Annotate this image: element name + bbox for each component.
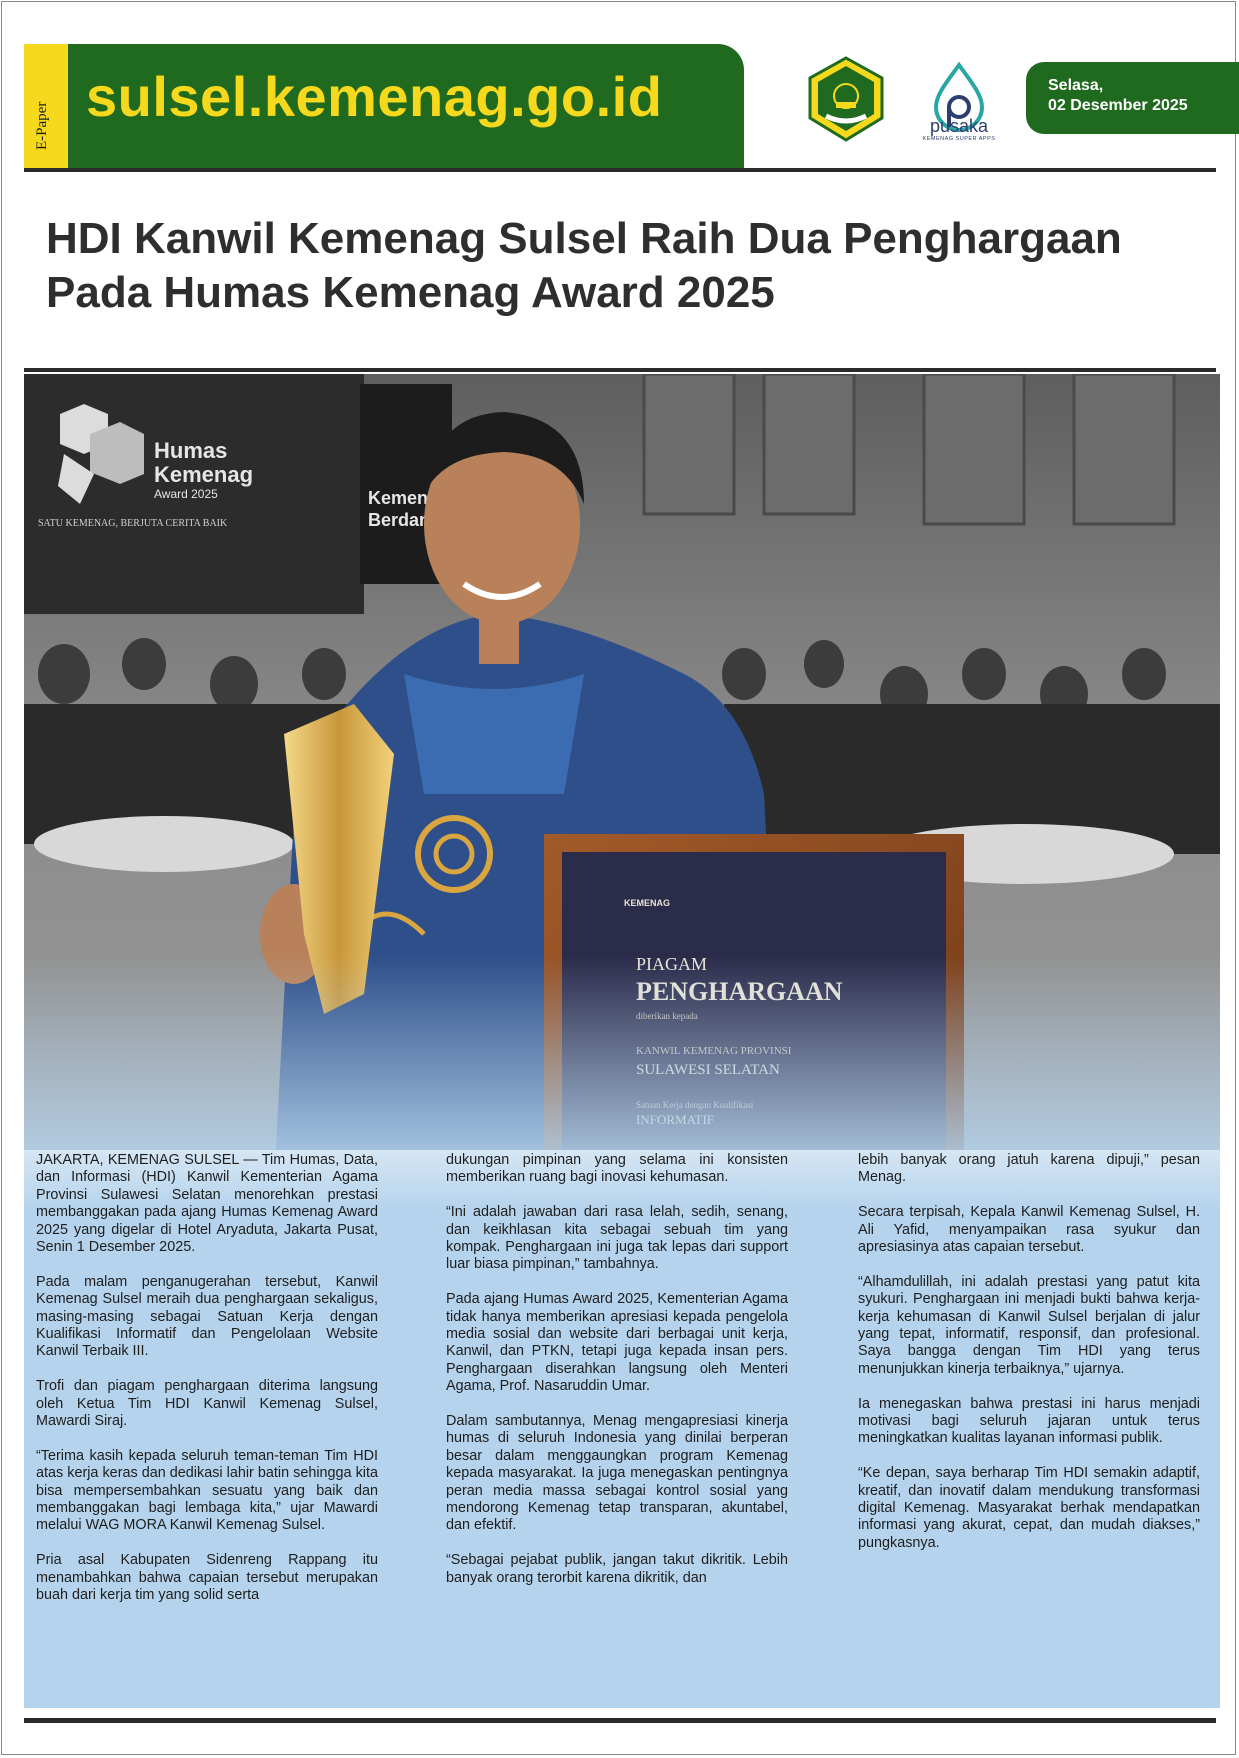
paragraph: Pada malam penganugerahan tersebut, Kanwil Kemenag Sulsel meraih dua penghargaan sekaligus, masing-masing sebagai Satuan Kerja dengan Kualifikasi Informatif dan Pengelolaan Website Kanwil Terbaik III.: [36, 1273, 378, 1360]
paragraph: Trofi dan piagam penghargaan diterima langsung oleh Ketua Tim HDI Kanwil Kemenag Sulsel, Mawardi Siraj.: [36, 1378, 378, 1430]
paragraph: Ia menegaskan bahwa prestasi ini harus menjadi motivasi bagi seluruh jajaran untuk terus meningkatkan kualitas layanan informasi publik.: [858, 1395, 1200, 1447]
article-column-3: [858, 1152, 1200, 1570]
paragraph: JAKARTA, KEMENAG SULSEL — Tim Humas, Data, dan Informasi (HDI) Kanwil Kementerian Agama Provinsi Sulawesi Selatan menorehkan prestasi membanggakan pada ajang Humas Kemenag Award 2025 yang digelar di Hotel Aryaduta, Jakarta Pusat, Senin 1 Desember 2025.: [36, 1152, 378, 1256]
article-photo: [24, 374, 1220, 1182]
headline-rule: [24, 368, 1216, 372]
paragraph: “Alhamdulillah, ini adalah prestasi yang patut kita syukuri. Penghargaan ini menjadi bukti bahwa kerja-kerja kehumasan di Kanwil Sulsel berjalan di jalur yang tepat, informatif, responsif, dan profesional. Saya bangga dengan Tim HDI yang terus menunjukkan kinerja terbaiknya,” ujarnya.: [858, 1273, 1200, 1377]
pusaka-subtitle: KEMENAG SUPER APPS: [922, 136, 996, 142]
date-badge: [1026, 62, 1239, 134]
kemenag-emblem-icon: [806, 56, 886, 142]
footer-rule: [24, 1718, 1216, 1723]
epaper-label: E-Paper: [34, 101, 50, 150]
paragraph: lebih banyak orang jatuh karena dipuji,” pesan Menag.: [858, 1152, 1200, 1186]
paragraph: Dalam sambutannya, Menag mengapresiasi kinerja humas di seluruh Indonesia yang dinilai berperan besar dalam menggaungkan program Kemenag kepada masyarakat. Ia juga menegaskan pentingnya peran media massa sebagai kontrol sosial yang mendorong Kemenag tetap transparan, akuntabel, dan efektif.: [446, 1413, 788, 1534]
paragraph: “Sebagai pejabat publik, jangan takut dikritik. Lebih banyak orang terorbit karena dikritik, dan: [446, 1552, 788, 1586]
paragraph: “Terima kasih kepada seluruh teman-teman Tim HDI atas kerja keras dan dedikasi lahir batin sehingga kita bisa mempersembahkan sesuatu yang baik dan membanggakan bagi lembaga kita,” ujar Mawardi melalui WAG MORA Kanwil Kemenag Sulsel.: [36, 1447, 378, 1534]
paragraph: Pria asal Kabupaten Sidenreng Rappang itu menambahkan bahwa capaian tersebut merupakan buah dari kerja tim yang solid serta: [36, 1552, 378, 1604]
date-full: 02 Desember 2025: [1048, 97, 1188, 114]
paragraph: Pada ajang Humas Award 2025, Kementerian Agama tidak hanya memberikan apresiasi kepada pengelola media sosial dan website dari berbagai unit kerja, Kanwil, dan PTKN, tetapi juga kepada insan pers. Penghargaan diserahkan langsung oleh Menteri Agama, Prof. Nasaruddin Umar.: [446, 1291, 788, 1395]
article-column-1: [36, 1152, 378, 1622]
date-day: Selasa,: [1048, 77, 1104, 94]
paragraph: “Ini adalah jawaban dari rasa lelah, sedih, senang, dan keikhlasan kita sebagai sebuah tim yang kompak. Penghargaan ini juga tak lepas dari support luar biasa pimpinan,” tambahnya.: [446, 1204, 788, 1273]
article-column-2: [446, 1152, 788, 1604]
pusaka-name: pusaka: [929, 116, 989, 136]
site-name: sulsel.kemenag.go.id: [86, 65, 663, 128]
paragraph: “Ke depan, saya berharap Tim HDI semakin adaptif, kreatif, dan inovatif dalam mendukung transformasi digital Kemenag. Masyarakat berhak mendapatkan informasi yang akurat, cepat, dan mudah diakses,” pungkasnya.: [858, 1465, 1200, 1551]
masthead-banner: [68, 44, 744, 170]
masthead-rule: [24, 168, 1216, 172]
headline-line-1: HDI Kanwil Kemenag Sulsel Raih Dua Penghargaan: [46, 214, 1122, 263]
paragraph: dukungan pimpinan yang selama ini konsisten memberikan ruang bagi inovasi kehumasan.: [446, 1152, 788, 1186]
headline: [46, 212, 1226, 320]
paragraph: Secara terpisah, Kepala Kanwil Kemenag Sulsel, H. Ali Yafid, menyampaikan rasa syukur dan apresiasinya atas capaian tersebut.: [858, 1204, 1200, 1256]
headline-line-2: Pada Humas Kemenag Award 2025: [46, 268, 775, 317]
